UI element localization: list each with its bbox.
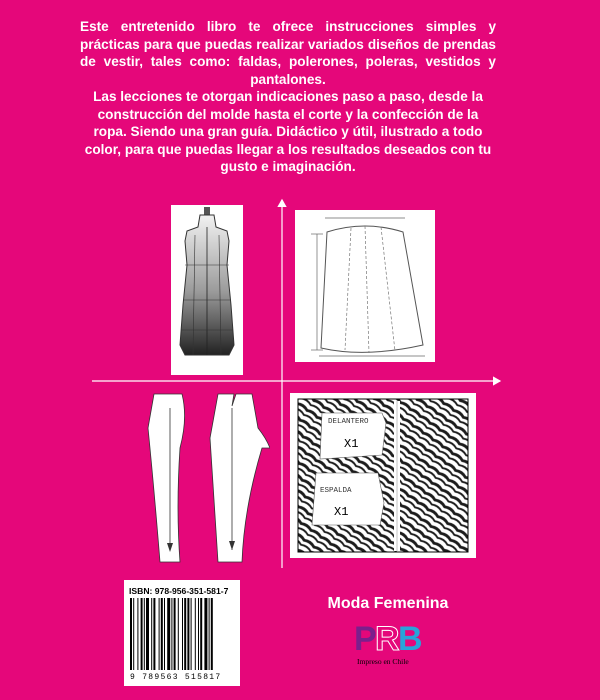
- front-piece-qty: X1: [344, 437, 359, 451]
- blurb-paragraph-2: Las lecciones te otorgan indicaciones paso a paso, desde la construcción del molde hasta el corte y la confección de la ropa. Siendo una gran guía. Didáctico y útil, ilustrado a todo color, para que puedas llegar a los resultados deseados con tu gusto e imaginación.: [84, 89, 492, 174]
- skirt-pattern-icon: [295, 210, 435, 362]
- publisher-tagline: Impreso en Chile: [357, 657, 409, 666]
- back-piece-label: ESPALDA: [320, 487, 352, 495]
- front-piece-label: DELANTERO: [328, 418, 369, 426]
- logo-letter-r: R: [375, 620, 400, 658]
- skirt-pattern-panel: [295, 210, 435, 362]
- isbn-barcode-box: [124, 580, 240, 686]
- barcode-icon: [128, 598, 236, 672]
- logo-letter-b: B: [398, 620, 423, 658]
- pants-pattern-icon: [140, 388, 270, 570]
- barcode-digits: 9 789563 515817: [130, 673, 222, 682]
- dress-form-icon: [171, 205, 243, 375]
- logo-letter-p: P: [354, 620, 377, 658]
- isbn-label: ISBN: 978-956-351-581-7: [129, 586, 229, 596]
- fabric-layout-panel: [290, 393, 476, 558]
- fabric-layout-icon: [290, 393, 476, 558]
- publisher-logo: [352, 620, 432, 670]
- series-title: Moda Femenina: [327, 595, 449, 612]
- back-piece-qty: X1: [334, 505, 349, 519]
- dress-form-panel: [171, 205, 243, 375]
- blurb-paragraph-1: Este entretenido libro te ofrece instrucciones simples y prácticas para que puedas realizar variados diseños de prendas de vestir, tales como: faldas, polerones, poleras, vestidos y pantalones.: [80, 19, 496, 87]
